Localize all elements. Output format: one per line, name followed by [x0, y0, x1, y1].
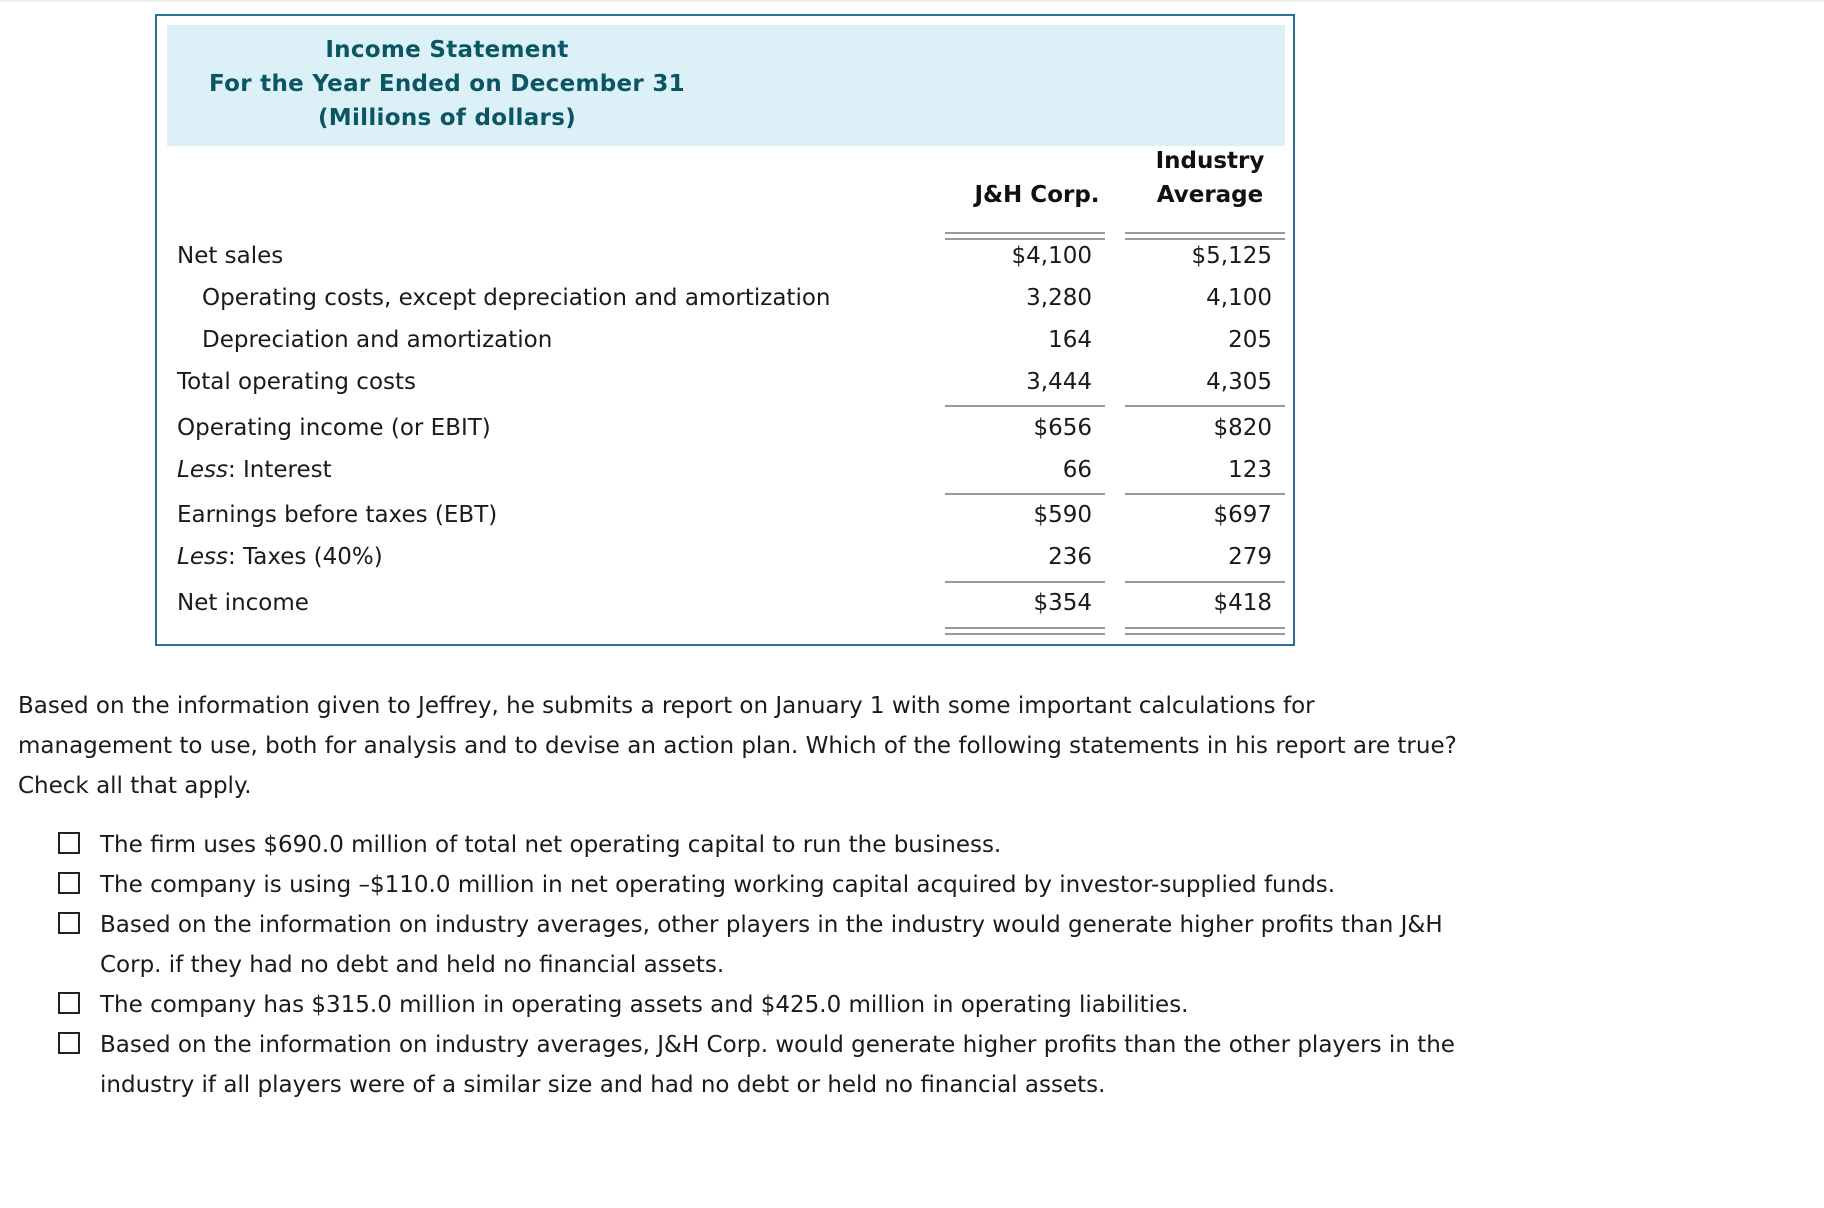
option-4-label[interactable]: The company has $315.0 million in operating assets and $425.0 million in operating liabilities. — [100, 992, 1189, 1018]
checkbox-option-2[interactable] — [58, 872, 80, 894]
row-label-taxes-rest: : Taxes (40%) — [227, 544, 383, 570]
value-jh-operating-income: $656 — [1033, 415, 1092, 441]
value-jh-depreciation: 164 — [1048, 327, 1092, 353]
answer-options — [58, 825, 1458, 1105]
value-jh-total-operating-costs: 3,444 — [1026, 369, 1092, 395]
column-header-company: J&H Corp. — [974, 182, 1100, 208]
option-2-label[interactable]: The company is using –$110.0 million in net operating working capital acquired by investor-supplied funds. — [100, 872, 1336, 898]
question-text: Based on the information given to Jeffrey, he submits a report on January 1 with some important calculations for management to use, both for analysis and to devise an action plan. Which of the following statements in his report are true? Check all that apply. — [18, 693, 1457, 799]
option-4[interactable] — [58, 985, 1458, 1025]
checkbox-option-5[interactable] — [58, 1032, 80, 1054]
option-1-label[interactable]: The firm uses $690.0 million of total net operating capital to run the business. — [100, 832, 1002, 858]
value-industry-ebt: $697 — [1213, 502, 1272, 528]
value-industry-total-operating-costs: 4,305 — [1206, 369, 1272, 395]
ebt-line-company — [945, 493, 1105, 495]
option-2[interactable] — [58, 865, 1458, 905]
value-jh-ebt: $590 — [1033, 502, 1092, 528]
row-label-operating-income: Operating income (or EBIT) — [177, 415, 491, 441]
value-jh-operating-costs: 3,280 — [1026, 285, 1092, 311]
header-underline-company — [945, 232, 1105, 240]
income-statement-table — [155, 14, 1295, 646]
statement-period: For the Year Ended on December 31 — [209, 71, 685, 97]
value-industry-interest: 123 — [1228, 457, 1272, 483]
row-label-interest-italic: Less — [177, 457, 228, 483]
row-label-taxes-italic: Less — [177, 544, 228, 570]
value-jh-taxes: 236 — [1048, 544, 1092, 570]
subtotal-line-industry — [1125, 405, 1285, 407]
column-header-industry-line2: Average — [1156, 182, 1264, 208]
ebt-line-industry — [1125, 493, 1285, 495]
statement-title: Income Statement — [325, 37, 569, 63]
value-industry-net-sales: $5,125 — [1191, 243, 1272, 269]
subtotal-line-company — [945, 405, 1105, 407]
net-income-line-company — [945, 581, 1105, 583]
row-label-total-operating-costs: Total operating costs — [177, 369, 416, 395]
row-label-ebt: Earnings before taxes (EBT) — [177, 502, 498, 528]
column-header-industry-line1: Industry — [1155, 148, 1265, 174]
net-income-double-line-company — [945, 627, 1105, 635]
row-label-net-sales: Net sales — [177, 243, 284, 269]
value-jh-net-income: $354 — [1033, 590, 1092, 616]
statement-units: (Millions of dollars) — [317, 105, 577, 131]
net-income-double-line-industry — [1125, 627, 1285, 635]
option-3[interactable] — [58, 905, 1458, 985]
net-income-line-industry — [1125, 581, 1285, 583]
value-industry-net-income: $418 — [1213, 590, 1272, 616]
value-jh-net-sales: $4,100 — [1011, 243, 1092, 269]
option-5[interactable] — [58, 1025, 1458, 1105]
option-3-label[interactable]: Based on the information on industry averages, other players in the industry would generate higher profits than J&H Corp. if they had no debt and held no financial assets. — [100, 912, 1443, 978]
top-divider — [0, 0, 1824, 3]
checkbox-option-3[interactable] — [58, 912, 80, 934]
header-underline-industry — [1125, 232, 1285, 240]
row-label-interest-rest: : Interest — [227, 457, 332, 483]
statement-header — [167, 25, 1285, 146]
row-label-interest — [177, 457, 332, 483]
value-industry-depreciation: 205 — [1228, 327, 1272, 353]
value-industry-operating-costs: 4,100 — [1206, 285, 1272, 311]
row-label-depreciation: Depreciation and amortization — [202, 327, 553, 353]
value-industry-operating-income: $820 — [1213, 415, 1272, 441]
row-label-taxes — [177, 544, 383, 570]
checkbox-option-1[interactable] — [58, 832, 80, 854]
row-label-operating-costs: Operating costs, except depreciation and amortization — [202, 285, 831, 311]
option-5-label[interactable]: Based on the information on industry averages, J&H Corp. would generate higher profits than the other players in the industry if all players were of a similar size and had no debt or held no financial assets. — [100, 1032, 1455, 1098]
value-industry-taxes: 279 — [1228, 544, 1272, 570]
value-jh-interest: 66 — [1062, 457, 1092, 483]
checkbox-option-4[interactable] — [58, 992, 80, 1014]
option-1[interactable] — [58, 825, 1458, 865]
row-label-net-income: Net income — [177, 590, 309, 616]
